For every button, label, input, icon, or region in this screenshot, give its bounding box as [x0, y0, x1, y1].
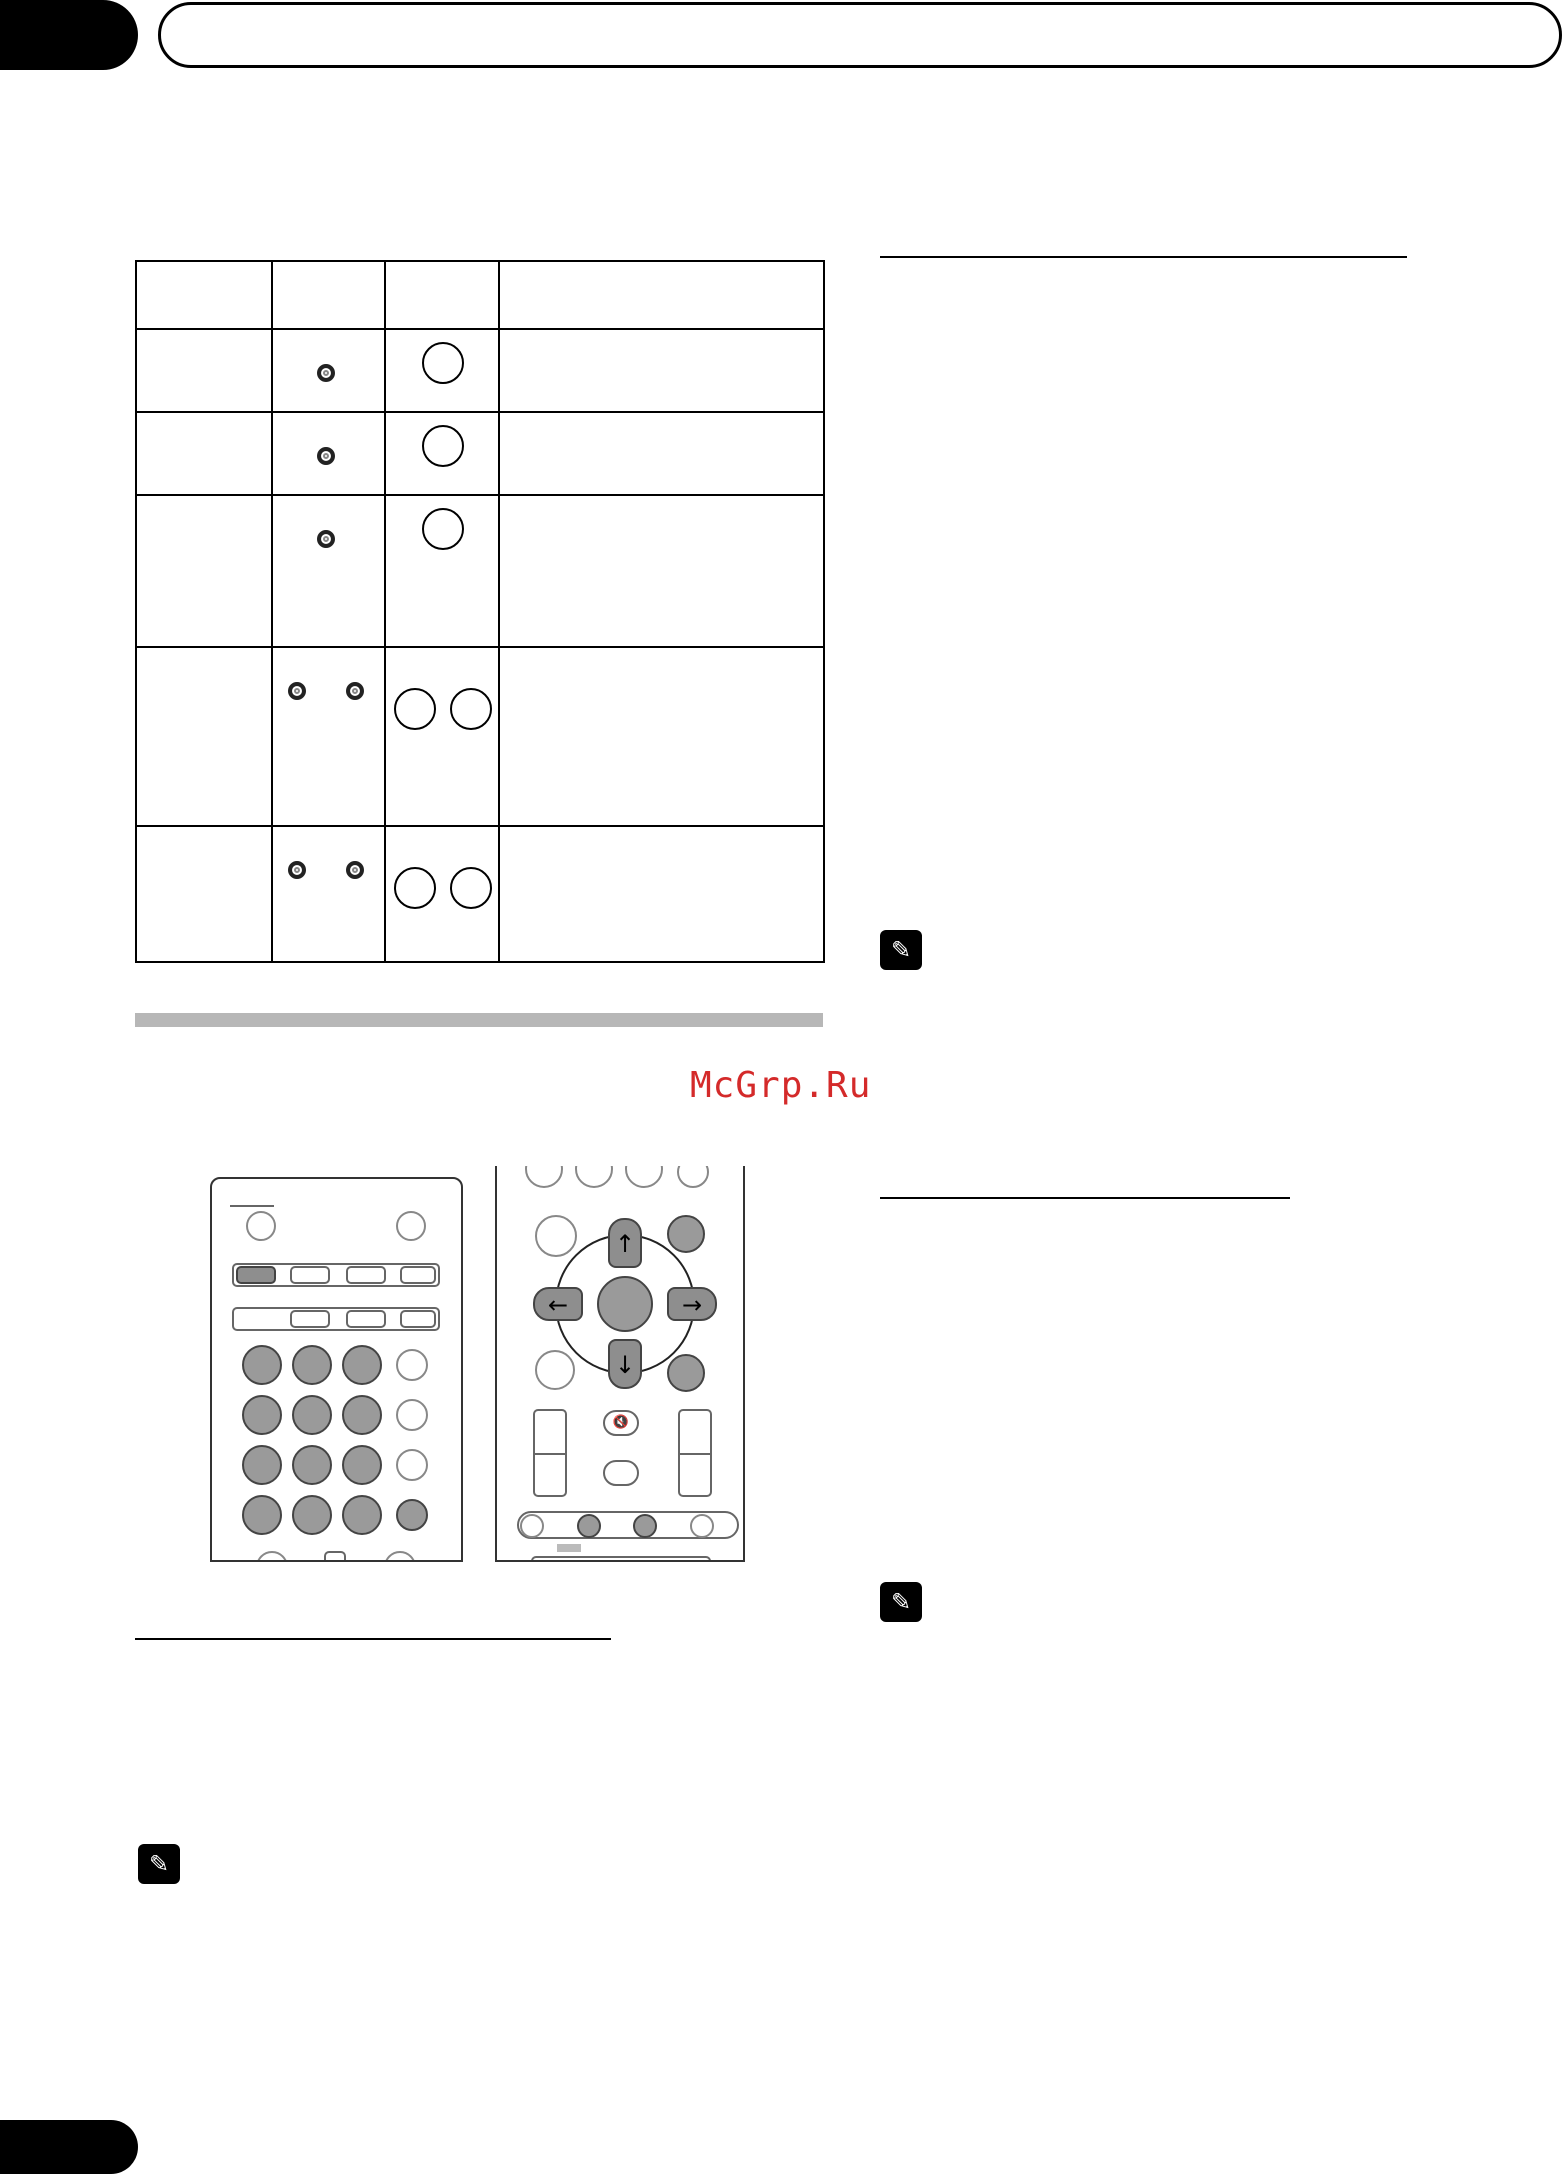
jack-icon [317, 530, 335, 548]
enter-button [597, 1276, 653, 1332]
number-button [242, 1495, 282, 1535]
control-table [135, 260, 825, 963]
remote-button [520, 1514, 544, 1538]
subheading-rule [880, 256, 1407, 258]
number-button [342, 1395, 382, 1435]
remote-button [246, 1211, 276, 1241]
section-heading-bar [135, 1013, 823, 1027]
knob-icon [422, 342, 464, 384]
jack-icon [346, 861, 364, 879]
remote-button-selected [236, 1266, 276, 1284]
table-header-cell [136, 261, 272, 329]
knob-icon [450, 867, 492, 909]
number-button [292, 1495, 332, 1535]
arrow-down-icon: ↓ [608, 1339, 642, 1389]
page-number-tab [0, 2120, 138, 2174]
remote-button [577, 1514, 601, 1538]
remote-button [346, 1310, 386, 1328]
table-row [136, 329, 824, 412]
jack-icon [288, 682, 306, 700]
jack-icon [346, 682, 364, 700]
note-icon: ✎ [138, 1844, 180, 1884]
remote-button [525, 1166, 563, 1188]
remote-button [396, 1499, 428, 1531]
remote-button [535, 1215, 577, 1257]
remote-button [535, 1350, 575, 1390]
divider [230, 1205, 274, 1207]
remote-button [400, 1266, 436, 1284]
number-button [292, 1395, 332, 1435]
chapter-title-bar [158, 2, 1562, 68]
jack-icon [288, 861, 306, 879]
indicator [557, 1544, 581, 1552]
table-row [136, 495, 824, 647]
table-header-cell [385, 261, 499, 329]
remote-button [396, 1211, 426, 1241]
remote-button [690, 1514, 714, 1538]
table-header-cell [499, 261, 824, 329]
remote-button [667, 1354, 705, 1392]
remote-button [633, 1514, 657, 1538]
note-icon: ✎ [880, 930, 922, 970]
remote-button [667, 1215, 705, 1253]
arrow-up-icon: ↑ [608, 1218, 642, 1268]
number-button [292, 1445, 332, 1485]
arrow-right-icon: → [667, 1287, 717, 1321]
number-button [342, 1495, 382, 1535]
remote-illustration-cursor [495, 1166, 745, 1562]
watermark: McGrp.Ru [690, 1065, 872, 1106]
table-row [136, 826, 824, 962]
remote-button [400, 1310, 436, 1328]
remote-button [384, 1551, 416, 1562]
number-button [242, 1345, 282, 1385]
remote-illustration-numpad [210, 1177, 463, 1562]
mute-speaker-icon: 🔇 [603, 1410, 639, 1436]
remote-button [625, 1166, 663, 1188]
jack-icon [317, 447, 335, 465]
divider [533, 1453, 567, 1455]
remote-button [396, 1449, 428, 1481]
knob-icon [422, 425, 464, 467]
number-button [292, 1345, 332, 1385]
knob-icon [450, 688, 492, 730]
table-header-row [136, 261, 824, 329]
table-row [136, 412, 824, 495]
number-button [342, 1445, 382, 1485]
table-header-cell [272, 261, 385, 329]
remote-button [677, 1166, 709, 1188]
divider [678, 1453, 712, 1455]
chapter-number-tab [0, 0, 138, 70]
remote-button [290, 1310, 330, 1328]
remote-button [396, 1399, 428, 1431]
knob-icon [394, 867, 436, 909]
number-button [342, 1345, 382, 1385]
number-button [242, 1445, 282, 1485]
note-icon: ✎ [880, 1582, 922, 1622]
remote-button [324, 1551, 346, 1562]
remote-button [396, 1349, 428, 1381]
subheading-rule [135, 1638, 611, 1640]
knob-icon [394, 688, 436, 730]
number-button [242, 1395, 282, 1435]
remote-button [603, 1460, 639, 1486]
remote-button [256, 1551, 288, 1562]
knob-icon [422, 508, 464, 550]
remote-button [575, 1166, 613, 1188]
subheading-rule [880, 1197, 1290, 1199]
remote-button [290, 1266, 330, 1284]
arrow-left-icon: ← [533, 1287, 583, 1321]
remote-button [531, 1556, 711, 1562]
table-row [136, 647, 824, 826]
jack-icon [317, 364, 335, 382]
remote-button [346, 1266, 386, 1284]
